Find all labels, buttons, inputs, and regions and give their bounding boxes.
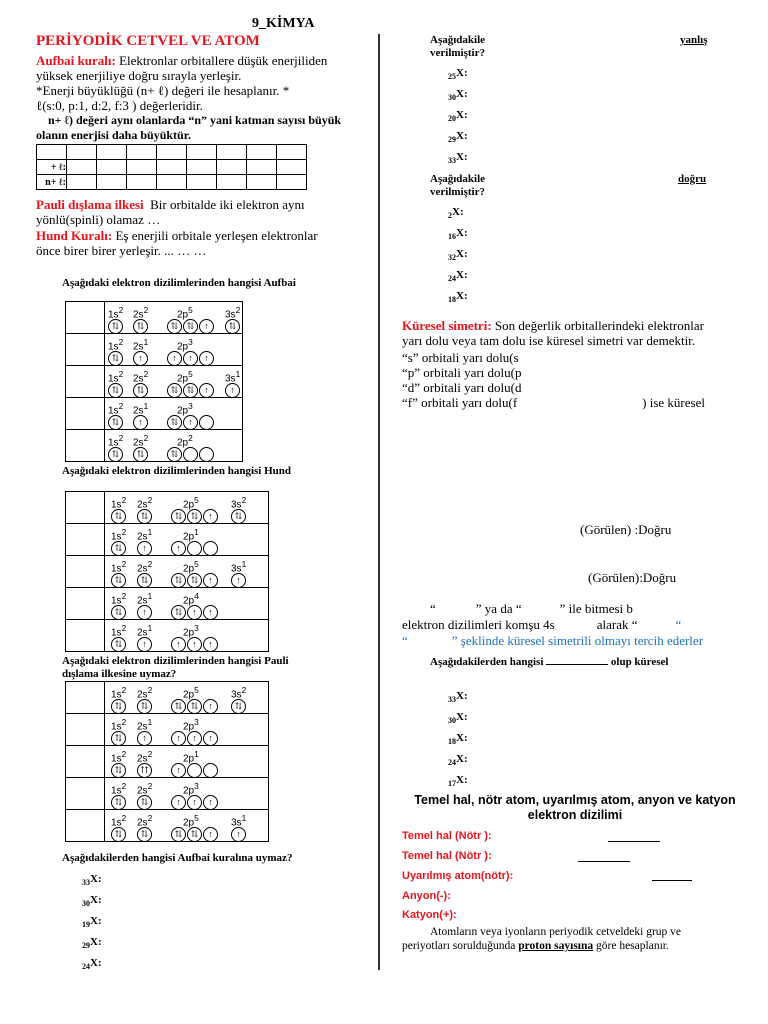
n-l-table <box>36 144 307 190</box>
rule2: olanın enerjisi daha büyüktür. <box>36 128 191 142</box>
rule1: n+ ℓ) değeri aynı olanlarda “n” yani katman sayısı büyük <box>48 113 342 127</box>
state-cation: Katyon(+): <box>402 909 457 921</box>
right-question-line1: Aşağıdakile <box>430 173 486 185</box>
note-line1: Atomların veya iyonların periyodik cetveldeki grup ve <box>430 926 682 938</box>
right-list <box>448 206 468 311</box>
pauli-label: Pauli dışlama ilkesi <box>36 197 144 212</box>
aufbai-text2: yüksek enerjiliye doğru sırayla yerleşir. <box>36 68 242 83</box>
right-question-line2: verilmiştir? <box>430 186 485 198</box>
list-item: $_{33}$X: <box>448 151 468 166</box>
energy-note: *Enerji büyüklüğü (n+ ℓ) değeri ile hesaplanır. * <box>36 83 290 98</box>
question-pauli-line1: Aşağıdaki elektron dizilimlerinden hangisi Pauli <box>62 655 289 667</box>
state-ground-1: Temel hal (Nötr ): <box>402 830 492 842</box>
pauli-paragraph <box>36 197 376 227</box>
list-item: $_{29}$X: <box>82 936 102 951</box>
config-row[interactable]: $1s^2$ $2s^1$ $2p^3$ ⇅ ↑ ↑ ↑ ↑ <box>66 714 268 746</box>
state-anion: Anyon(-): <box>402 890 451 902</box>
states-title-line2: elektron dizilimi <box>527 808 623 822</box>
config-row[interactable]: $1s^2$ $2s^1$ $2p^3$ ⇅ ↑ ↑ ↑ ↑ <box>66 620 268 651</box>
note-paragraph: Atomların veya iyonların periyodik cetveldeki grup ve periyotları sorulduğunda proton sayısına göre hesaplanır. <box>402 925 762 953</box>
config-row[interactable]: $1s^2$ $2s^2$ $2p^5$ $3s^1$ ⇅ ⇅ ⇅ ⇅ ↑ ↑ <box>66 556 268 588</box>
config-row[interactable]: $1s^2$ $2s^2$ $2p^1$ ⇅ ⇈ ↑ <box>66 746 268 778</box>
config-table-aufbai <box>65 301 243 462</box>
nl-row2-label: n+ ℓ: <box>37 175 67 190</box>
list-item: $_{20}$X: <box>448 109 468 124</box>
list-item: $_{30}$X: <box>448 711 468 726</box>
list-item: $_{18}$X: <box>448 290 468 305</box>
list-item: $_{19}$X: <box>82 915 102 930</box>
state-ground-2: Temel hal (Nötr ): <box>402 850 492 862</box>
wrong-list <box>448 67 468 172</box>
list-item: $_{33}$X: <box>82 873 102 888</box>
seen-correct-1: (Görülen) :Doğru <box>580 522 672 537</box>
config-row[interactable]: $1s^2$ $2s^2$ $2p^5$ $3s^2$ ⇅ ⇅ ⇅ ⇅ ↑ ⇅ <box>66 492 268 524</box>
l-values: ℓ(s:0, p:1, d:2, f:3 ) değerleridir. <box>36 98 203 113</box>
list-item: $_{33}$X: <box>448 690 468 705</box>
list-item: $_{17}$X: <box>448 774 468 789</box>
hund-text1: Eş enerjili orbitale yerleşen elektronlar <box>115 228 318 243</box>
states-title-line1: Temel hal, nötr atom, uyarılmış atom, anyon ve katyon <box>414 793 736 807</box>
wrong-question-line1: Aşağıdakile <box>430 34 486 46</box>
config-row[interactable]: $1s^2$ $2s^1$ $2p^3$ ⇅ ↑ ⇅ ↑ <box>66 398 242 430</box>
config-row[interactable]: $1s^2$ $2s^1$ $2p^4$ ⇅ ↑ ⇅ ↑ ↑ <box>66 588 268 620</box>
symmetry-p: “p” orbitali yarı dolu(p <box>402 365 522 380</box>
config-table-hund <box>65 491 269 652</box>
symmetry-d: “d” orbitali yarı dolu(d <box>402 380 522 395</box>
wrong-keyword: yanlış <box>680 34 708 46</box>
symmetry-paragraph <box>402 318 762 410</box>
question-aufbai-exception: Aşağıdakilerden hangisi Aufbai kuralına uymaz? <box>62 852 293 864</box>
question-pauli-line2: dışlama ilkesine uymaz? <box>62 668 177 680</box>
ending-line1: “ ” ya da “ ” ile bitmesi b <box>430 601 633 616</box>
config-row[interactable]: $1s^2$ $2s^1$ $2p^3$ ⇅ ↑ ↑ ↑ ↑ <box>66 334 242 366</box>
symmetry-f: “f” orbitali yarı dolu(f <box>402 395 518 410</box>
q4-list <box>82 873 102 978</box>
ending-line3: “ ” şeklinde küresel simetrili olmayı tercih ederler <box>402 633 704 648</box>
pauli-text1: Bir orbitalde iki elektron aynı <box>150 197 305 212</box>
question-hund: Aşağıdaki elektron dizilimlerinden hangisi Hund <box>62 465 292 477</box>
list-item: $_{24}$X: <box>82 957 102 972</box>
config-row[interactable]: $1s^2$ $2s^2$ $2p^5$ $3s^2$ ⇅ ⇅ ⇅ ⇅ ↑ ⇅ <box>66 682 268 714</box>
nl-row1-label: + ℓ: <box>37 160 67 175</box>
config-row[interactable]: $1s^2$ $2s^2$ $2p^3$ ⇅ ⇅ ↑ ↑ ↑ <box>66 778 268 810</box>
config-row[interactable]: $1s^2$ $2s^2$ $2p^5$ $3s^1$ ⇅ ⇅ ⇅ ⇅ ↑ ↑ <box>66 810 268 841</box>
symmetry-f-end: ) ise küresel <box>642 395 705 410</box>
blank-line <box>578 861 630 862</box>
list-item: $_{32}$X: <box>448 248 468 263</box>
wrong-question-line2: verilmiştir? <box>430 47 485 59</box>
list-item: $_{29}$X: <box>448 130 468 145</box>
wrong-question <box>430 34 485 60</box>
list-item: $_{24}$X: <box>448 269 468 284</box>
page-title: 9_KİMYA <box>252 16 315 31</box>
list-item: $_2$X: <box>448 206 464 221</box>
symmetry-s: “s” orbitali yarı dolu(s <box>402 350 519 365</box>
list-item: $_{18}$X: <box>448 732 468 747</box>
q5-list <box>448 690 468 795</box>
hund-text2: önce birer birer yerleşir. ... … … <box>36 243 207 258</box>
config-table-pauli <box>65 681 269 842</box>
symmetry-text1: Son değerlik orbitallerindeki elektronlar <box>494 318 704 333</box>
ending-line2: elektron dizilimleri komşu 4s alarak “ “ <box>402 617 682 632</box>
hund-paragraph <box>36 228 376 258</box>
column-divider <box>378 34 380 970</box>
list-item: $_{16}$X: <box>448 227 468 242</box>
list-item: $_{24}$X: <box>448 753 468 768</box>
config-row[interactable]: $1s^2$ $2s^2$ $2p^5$ $3s^1$ ⇅ ⇅ ⇅ ⇅ ↑ ↑ <box>66 366 242 398</box>
list-item: $_{25}$X: <box>448 67 468 82</box>
states-title <box>400 793 750 823</box>
blank-line <box>608 841 660 842</box>
hund-label: Hund Kuralı: <box>36 228 113 243</box>
aufbai-paragraph <box>36 53 376 143</box>
question-symmetry: Aşağıdakilerden hangisi olup küresel <box>430 656 669 668</box>
list-item: $_{30}$X: <box>82 894 102 909</box>
pauli-text2: yönlü(spinli) olamaz … <box>36 212 161 227</box>
blank-line <box>652 880 692 881</box>
section-heading: PERİYODİK CETVEL VE ATOM <box>36 33 260 49</box>
right-question <box>430 173 485 199</box>
list-item: $_{30}$X: <box>448 88 468 103</box>
config-row[interactable]: $1s^2$ $2s^2$ $2p^5$ $3s^2$ ⇅ ⇅ ⇅ ⇅ ↑ ⇅ <box>66 302 242 334</box>
seen-correct-2: (Görülen):Doğru <box>588 570 677 585</box>
config-row[interactable]: $1s^2$ $2s^1$ $2p^1$ ⇅ ↑ ↑ <box>66 524 268 556</box>
aufbai-label: Aufbai kuralı: <box>36 53 116 68</box>
symmetry-text2: yarı dolu veya tam dolu ise küresel simetri var demektir. <box>402 333 696 348</box>
question-aufbai: Aşağıdaki elektron dizilimlerinden hangisi Aufbai <box>62 277 296 289</box>
aufbai-text1: Elektronlar orbitallere düşük enerjiliden <box>119 53 328 68</box>
question-pauli <box>62 655 289 681</box>
state-excited: Uyarılmış atom(nötr): <box>402 870 514 882</box>
symmetry-label: Küresel simetri: <box>402 318 492 333</box>
config-row[interactable]: $1s^2$ $2s^2$ $2p^2$ ⇅ ⇅ ⇅ <box>66 430 242 461</box>
right-keyword: doğru <box>678 173 707 185</box>
